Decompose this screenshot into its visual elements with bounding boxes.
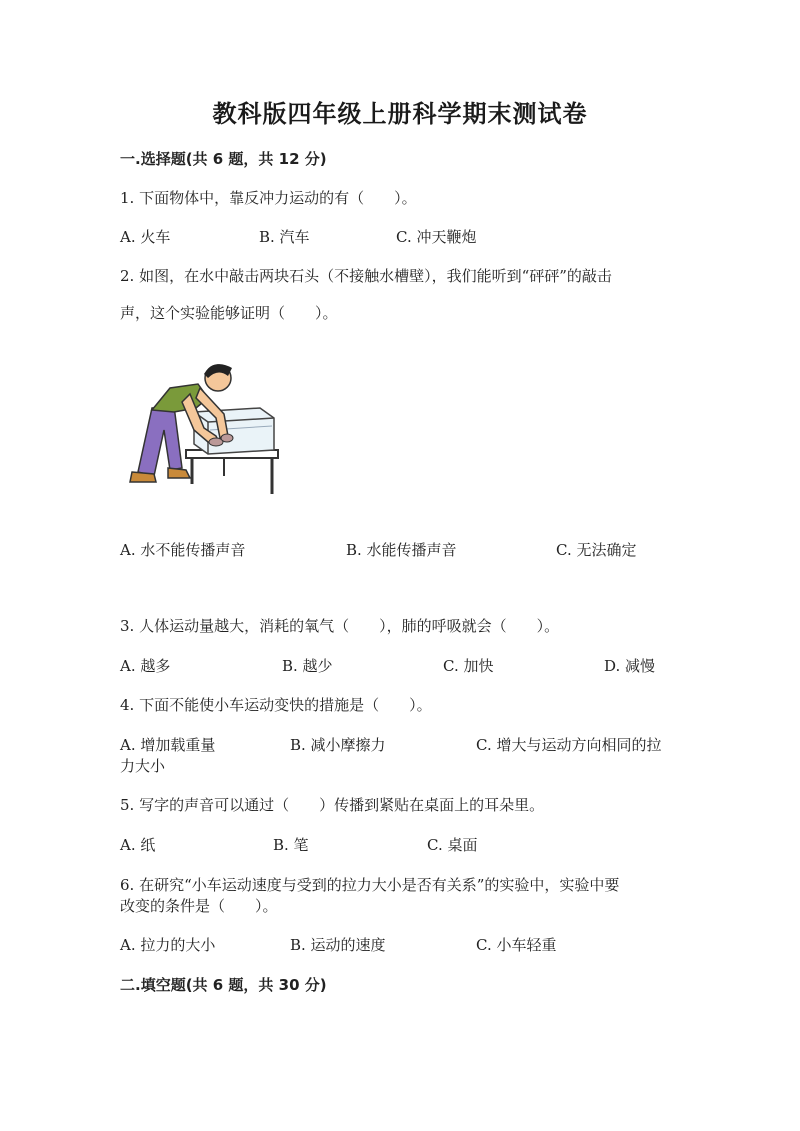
question-3-option-c: C. 加快 [443,657,494,675]
question-2-option-b: B. 水能传播声音 [346,541,457,559]
question-5-option-b: B. 笔 [273,836,309,854]
question-1-option-c: C. 冲天鞭炮 [396,228,477,246]
question-5-stem: 5. 写字的声音可以通过（ ）传播到紧贴在桌面上的耳朵里。 [120,796,545,814]
question-1-stem: 1. 下面物体中，靠反冲力运动的有（ ）。 [120,189,417,207]
question-4-option-a: A. 增加载重量 [120,736,216,754]
question-5-option-c: C. 桌面 [427,836,478,854]
page-title: 教科版四年级上册科学期末测试卷 [212,100,588,128]
question-6-stem-line-2: 改变的条件是（ ）。 [120,897,278,915]
question-3-option-a: A. 越多 [120,657,171,675]
question-6-stem-line-1: 6. 在研究“小车运动速度与受到的拉力大小是否有关系”的实验中，实验中要 [120,876,620,894]
question-3-option-d: D. 减慢 [604,657,656,675]
question-1-option-a: A. 火车 [120,228,171,246]
question-4-option-b: B. 减小摩擦力 [290,736,386,754]
student-experiment-illustration [124,358,284,498]
question-4-stem: 4. 下面不能使小车运动变快的措施是（ ）。 [120,696,432,714]
section-heading-fill-in: 二.填空题(共 6 题，共 30 分) [120,976,327,994]
question-4-option-c: C. 增大与运动方向相同的拉 [476,736,662,754]
question-2-stem-line-2: 声，这个实验能够证明（ ）。 [120,304,338,322]
question-3-stem: 3. 人体运动量越大，消耗的氧气（ ），肺的呼吸就会（ ）。 [120,617,560,635]
question-2-option-c: C. 无法确定 [556,541,637,559]
question-2-stem-line-1: 2. 如图，在水中敲击两块石头（不接触水槽壁），我们能听到“砰砰”的敲击 [120,267,612,285]
question-3-option-b: B. 越少 [282,657,333,675]
question-2-option-a: A. 水不能传播声音 [120,541,246,559]
question-6-option-a: A. 拉力的大小 [120,936,216,954]
question-4-option-c-wrap: 力大小 [120,757,166,775]
question-6-option-c: C. 小车轻重 [476,936,557,954]
question-6-option-b: B. 运动的速度 [290,936,386,954]
question-1-option-b: B. 汽车 [259,228,310,246]
section-heading-choice: 一.选择题(共 6 题，共 12 分) [120,150,327,168]
question-5-option-a: A. 纸 [120,836,156,854]
